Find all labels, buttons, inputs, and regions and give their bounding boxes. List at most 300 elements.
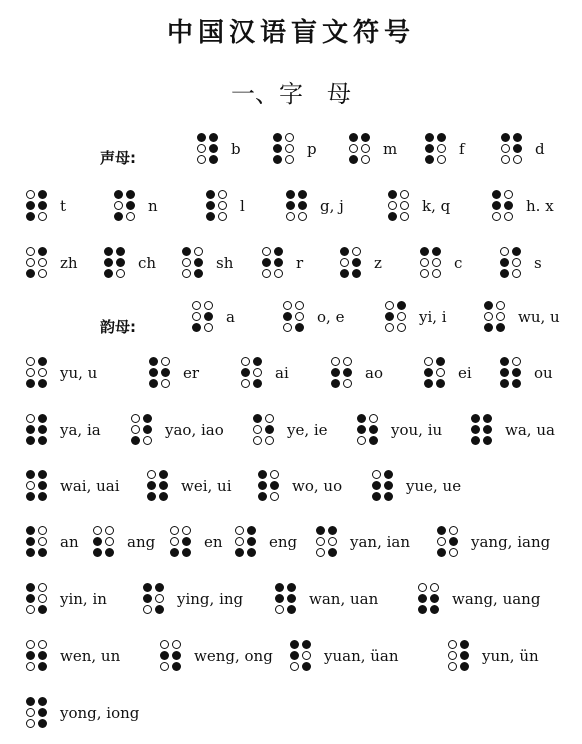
raised-dot [116, 258, 125, 267]
raised-dot [500, 258, 509, 267]
empty-dot [170, 537, 179, 546]
raised-dot [286, 190, 295, 199]
raised-dot [38, 651, 47, 660]
empty-dot [26, 190, 35, 199]
pinyin-label: yun, ün [482, 647, 539, 665]
raised-dot [26, 425, 35, 434]
raised-dot [369, 436, 378, 445]
raised-dot [432, 247, 441, 256]
pinyin-label: r [296, 254, 304, 272]
raised-dot [253, 357, 262, 366]
raised-dot [484, 301, 493, 310]
raised-dot [38, 379, 47, 388]
braille-cell [471, 414, 492, 445]
empty-dot [385, 301, 394, 310]
empty-dot [449, 526, 458, 535]
braille-cell [286, 190, 307, 221]
raised-dot [38, 481, 47, 490]
braille-cell [492, 190, 513, 221]
raised-dot [258, 470, 267, 479]
raised-dot [194, 258, 203, 267]
pinyin-label: d [535, 140, 545, 158]
raised-dot [143, 594, 152, 603]
empty-dot [38, 212, 47, 221]
pinyin-label: n [148, 197, 158, 215]
raised-dot [513, 144, 522, 153]
empty-dot [343, 379, 352, 388]
braille-cell [192, 301, 213, 332]
empty-dot [38, 269, 47, 278]
empty-dot [285, 144, 294, 153]
empty-dot [38, 258, 47, 267]
empty-dot [143, 436, 152, 445]
raised-dot [172, 662, 181, 671]
empty-dot [38, 640, 47, 649]
raised-dot [424, 368, 433, 377]
empty-dot [424, 357, 433, 366]
pinyin-label: ei [458, 364, 472, 382]
raised-dot [143, 425, 152, 434]
raised-dot [302, 662, 311, 671]
raised-dot [206, 190, 215, 199]
pinyin-label: zh [60, 254, 78, 272]
empty-dot [26, 662, 35, 671]
empty-dot [448, 651, 457, 660]
empty-dot [38, 368, 47, 377]
raised-dot [500, 368, 509, 377]
braille-cell [197, 133, 218, 164]
raised-dot [38, 662, 47, 671]
raised-dot [149, 357, 158, 366]
raised-dot [93, 537, 102, 546]
pinyin-label: en [204, 533, 223, 551]
pinyin-label: ye, ie [287, 421, 328, 439]
raised-dot [361, 133, 370, 142]
empty-dot [116, 269, 125, 278]
empty-dot [262, 269, 271, 278]
pinyin-label: yang, iang [471, 533, 551, 551]
pinyin-label: f [459, 140, 465, 158]
empty-dot [93, 526, 102, 535]
raised-dot [38, 201, 47, 210]
raised-dot [496, 323, 505, 332]
empty-dot [265, 414, 274, 423]
empty-dot [420, 269, 429, 278]
empty-dot [436, 368, 445, 377]
braille-cell [500, 357, 521, 388]
empty-dot [218, 190, 227, 199]
raised-dot [484, 323, 493, 332]
raised-dot [149, 379, 158, 388]
empty-dot [197, 144, 206, 153]
braille-cell [26, 526, 47, 557]
raised-dot [159, 481, 168, 490]
empty-dot [38, 594, 47, 603]
braille-cell [424, 357, 445, 388]
raised-dot [38, 697, 47, 706]
raised-dot [38, 436, 47, 445]
braille-cell [170, 526, 191, 557]
empty-dot [105, 526, 114, 535]
empty-dot [286, 212, 295, 221]
empty-dot [170, 526, 179, 535]
empty-dot [357, 436, 366, 445]
pinyin-label: wen, un [60, 647, 121, 665]
raised-dot [38, 605, 47, 614]
raised-dot [512, 247, 521, 256]
raised-dot [437, 133, 446, 142]
raised-dot [290, 640, 299, 649]
empty-dot [131, 425, 140, 434]
empty-dot [400, 190, 409, 199]
raised-dot [126, 201, 135, 210]
empty-dot [328, 537, 337, 546]
empty-dot [274, 269, 283, 278]
raised-dot [204, 312, 213, 321]
braille-cell [283, 301, 304, 332]
pinyin-label: t [60, 197, 67, 215]
empty-dot [385, 323, 394, 332]
raised-dot [143, 583, 152, 592]
empty-dot [172, 640, 181, 649]
raised-dot [38, 357, 47, 366]
braille-cell [104, 247, 125, 278]
pinyin-label: ai [275, 364, 289, 382]
raised-dot [430, 594, 439, 603]
pinyin-label: h. x [526, 197, 554, 215]
raised-dot [26, 379, 35, 388]
braille-cell [448, 640, 469, 671]
pinyin-label: er [183, 364, 200, 382]
raised-dot [26, 583, 35, 592]
raised-dot [104, 247, 113, 256]
raised-dot [274, 247, 283, 256]
pinyin-label: o, e [317, 308, 345, 326]
empty-dot [500, 247, 509, 256]
braille-cell [372, 470, 393, 501]
raised-dot [206, 201, 215, 210]
empty-dot [182, 258, 191, 267]
raised-dot [38, 548, 47, 557]
raised-dot [38, 425, 47, 434]
pinyin-label: weng, ong [194, 647, 273, 665]
raised-dot [471, 414, 480, 423]
empty-dot [26, 640, 35, 649]
braille-cell [241, 357, 262, 388]
raised-dot [270, 481, 279, 490]
raised-dot [492, 201, 501, 210]
raised-dot [247, 537, 256, 546]
pinyin-label: wo, uo [292, 477, 343, 495]
empty-dot [283, 301, 292, 310]
braille-cell [26, 583, 47, 614]
empty-dot [182, 269, 191, 278]
empty-dot [449, 548, 458, 557]
raised-dot [357, 414, 366, 423]
empty-dot [204, 301, 213, 310]
pinyin-label: yuan, üan [324, 647, 399, 665]
raised-dot [149, 368, 158, 377]
pinyin-label: wan, uan [309, 590, 379, 608]
empty-dot [241, 357, 250, 366]
raised-dot [328, 526, 337, 535]
braille-cell [275, 583, 296, 614]
raised-dot [104, 269, 113, 278]
empty-dot [38, 526, 47, 535]
raised-dot [38, 719, 47, 728]
empty-dot [26, 481, 35, 490]
pinyin-label: yue, ue [406, 477, 462, 495]
raised-dot [197, 133, 206, 142]
braille-cell [143, 583, 164, 614]
empty-dot [253, 368, 262, 377]
pinyin-label: s [534, 254, 542, 272]
braille-cell [340, 247, 361, 278]
empty-dot [448, 662, 457, 671]
braille-cell [331, 357, 352, 388]
empty-dot [484, 312, 493, 321]
empty-dot [448, 640, 457, 649]
pinyin-label: yin, in [60, 590, 107, 608]
pinyin-label: wa, ua [505, 421, 555, 439]
raised-dot [172, 651, 181, 660]
braille-cell [26, 640, 47, 671]
raised-dot [209, 133, 218, 142]
raised-dot [298, 201, 307, 210]
raised-dot [105, 548, 114, 557]
raised-dot [357, 425, 366, 434]
raised-dot [287, 594, 296, 603]
empty-dot [126, 212, 135, 221]
raised-dot [262, 258, 271, 267]
raised-dot [161, 368, 170, 377]
raised-dot [430, 605, 439, 614]
empty-dot [430, 583, 439, 592]
braille-cell [418, 583, 439, 614]
pinyin-label: b [231, 140, 241, 158]
raised-dot [287, 583, 296, 592]
empty-dot [235, 537, 244, 546]
raised-dot [295, 323, 304, 332]
pinyin-label: ch [138, 254, 157, 272]
empty-dot [316, 537, 325, 546]
raised-dot [131, 436, 140, 445]
raised-dot [273, 155, 282, 164]
empty-dot [437, 144, 446, 153]
empty-dot [161, 357, 170, 366]
raised-dot [192, 323, 201, 332]
empty-dot [253, 436, 262, 445]
pinyin-label: k, q [422, 197, 451, 215]
braille-cell [385, 301, 406, 332]
pinyin-label: sh [216, 254, 234, 272]
pinyin-label: wu, u [518, 308, 560, 326]
raised-dot [26, 548, 35, 557]
empty-dot [26, 368, 35, 377]
pinyin-label: yan, ian [350, 533, 411, 551]
braille-cell [388, 190, 409, 221]
empty-dot [512, 258, 521, 267]
pinyin-label: ying, ing [177, 590, 244, 608]
empty-dot [26, 719, 35, 728]
raised-dot [253, 379, 262, 388]
empty-dot [361, 155, 370, 164]
raised-dot [460, 662, 469, 671]
braille-cell [316, 526, 337, 557]
braille-cell [26, 414, 47, 445]
braille-cell [235, 526, 256, 557]
raised-dot [349, 133, 358, 142]
raised-dot [500, 357, 509, 366]
empty-dot [496, 301, 505, 310]
empty-dot [316, 548, 325, 557]
raised-dot [147, 481, 156, 490]
empty-dot [437, 155, 446, 164]
pinyin-label: you, iu [391, 421, 443, 439]
empty-dot [512, 357, 521, 366]
raised-dot [513, 133, 522, 142]
braille-cell [437, 526, 458, 557]
empty-dot [400, 212, 409, 221]
braille-cell [26, 357, 47, 388]
raised-dot [483, 436, 492, 445]
raised-dot [258, 492, 267, 501]
raised-dot [424, 379, 433, 388]
empty-dot [361, 144, 370, 153]
pinyin-label: l [240, 197, 245, 215]
raised-dot [328, 548, 337, 557]
braille-cell [147, 470, 168, 501]
raised-dot [418, 605, 427, 614]
braille-cell [26, 247, 47, 278]
empty-dot [26, 414, 35, 423]
raised-dot [26, 526, 35, 535]
pinyin-label: yao, iao [165, 421, 224, 439]
raised-dot [331, 368, 340, 377]
raised-dot [287, 605, 296, 614]
raised-dot [235, 548, 244, 557]
pinyin-label: z [374, 254, 382, 272]
pinyin-label: eng [269, 533, 298, 551]
empty-dot [155, 594, 164, 603]
raised-dot [273, 144, 282, 153]
raised-dot [159, 470, 168, 479]
raised-dot [425, 133, 434, 142]
raised-dot [275, 583, 284, 592]
raised-dot [38, 492, 47, 501]
raised-dot [159, 492, 168, 501]
raised-dot [449, 537, 458, 546]
braille-cell [26, 190, 47, 221]
raised-dot [385, 312, 394, 321]
pinyin-label: ya, ia [60, 421, 101, 439]
raised-dot [38, 247, 47, 256]
raised-dot [460, 640, 469, 649]
empty-dot [235, 526, 244, 535]
raised-dot [182, 247, 191, 256]
braille-cell [114, 190, 135, 221]
raised-dot [116, 247, 125, 256]
raised-dot [286, 201, 295, 210]
raised-dot [471, 436, 480, 445]
empty-dot [131, 414, 140, 423]
raised-dot [437, 526, 446, 535]
raised-dot [194, 269, 203, 278]
empty-dot [397, 312, 406, 321]
empty-dot [38, 537, 47, 546]
braille-cell [131, 414, 152, 445]
raised-dot [492, 190, 501, 199]
empty-dot [197, 155, 206, 164]
empty-dot [388, 201, 397, 210]
raised-dot [247, 526, 256, 535]
raised-dot [352, 269, 361, 278]
empty-dot [340, 258, 349, 267]
raised-dot [425, 155, 434, 164]
empty-dot [253, 425, 262, 434]
pinyin-label: g, j [320, 197, 344, 215]
empty-dot [397, 323, 406, 332]
empty-dot [295, 312, 304, 321]
raised-dot [182, 548, 191, 557]
empty-dot [192, 312, 201, 321]
empty-dot [420, 258, 429, 267]
raised-dot [206, 212, 215, 221]
raised-dot [170, 548, 179, 557]
raised-dot [275, 594, 284, 603]
raised-dot [104, 258, 113, 267]
empty-dot [241, 379, 250, 388]
empty-dot [262, 247, 271, 256]
raised-dot [258, 481, 267, 490]
empty-dot [349, 144, 358, 153]
braille-cell [500, 247, 521, 278]
raised-dot [500, 269, 509, 278]
raised-dot [38, 414, 47, 423]
raised-dot [302, 640, 311, 649]
section-heading: 一、字 母 [231, 80, 351, 108]
raised-dot [290, 651, 299, 660]
empty-dot [275, 605, 284, 614]
empty-dot [295, 301, 304, 310]
raised-dot [420, 247, 429, 256]
pinyin-label: ang [127, 533, 156, 551]
empty-dot [38, 583, 47, 592]
empty-dot [26, 247, 35, 256]
empty-dot [26, 708, 35, 717]
empty-dot [400, 201, 409, 210]
braille-cell [484, 301, 505, 332]
braille-cell [420, 247, 441, 278]
empty-dot [270, 470, 279, 479]
raised-dot [114, 190, 123, 199]
raised-dot [182, 537, 191, 546]
pinyin-label: wang, uang [452, 590, 541, 608]
pinyin-label: m [383, 140, 398, 158]
braille-cell [290, 640, 311, 671]
empty-dot [343, 357, 352, 366]
raised-dot [147, 492, 156, 501]
empty-dot [285, 133, 294, 142]
raised-dot [436, 379, 445, 388]
raised-dot [143, 414, 152, 423]
empty-dot [501, 144, 510, 153]
empty-dot [501, 155, 510, 164]
raised-dot [384, 492, 393, 501]
braille-cell [206, 190, 227, 221]
raised-dot [483, 425, 492, 434]
raised-dot [247, 548, 256, 557]
